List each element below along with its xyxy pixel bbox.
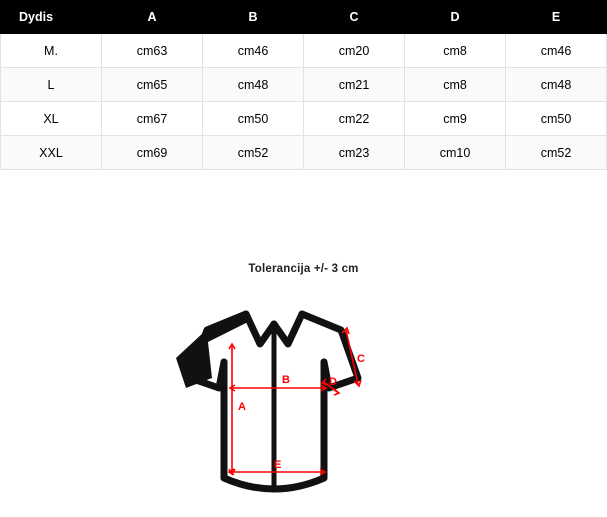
column-header-c: C bbox=[304, 1, 405, 34]
cell-e: cm50 bbox=[506, 102, 607, 136]
cell-d: cm8 bbox=[405, 34, 506, 68]
measurement-lines bbox=[229, 328, 361, 475]
cell-size: XXL bbox=[1, 136, 102, 170]
shirt-diagram-svg bbox=[174, 300, 434, 515]
table-header-row bbox=[1, 1, 607, 34]
cell-e: cm46 bbox=[506, 34, 607, 68]
label-c: C bbox=[356, 353, 365, 365]
cell-a: cm63 bbox=[102, 34, 203, 68]
tolerance-note: Tolerancija +/- 3 cm bbox=[248, 263, 359, 275]
cell-b: cm50 bbox=[203, 102, 304, 136]
cell-d: cm8 bbox=[405, 68, 506, 102]
column-header-b: B bbox=[203, 1, 304, 34]
measurement-labels bbox=[238, 353, 365, 471]
table-row bbox=[1, 136, 607, 170]
cell-c: cm20 bbox=[304, 34, 405, 68]
cell-size: M. bbox=[1, 34, 102, 68]
cell-b: cm52 bbox=[203, 136, 304, 170]
cell-d: cm10 bbox=[405, 136, 506, 170]
cell-b: cm48 bbox=[203, 68, 304, 102]
cell-c: cm21 bbox=[304, 68, 405, 102]
cell-size: L bbox=[1, 68, 102, 102]
column-header-a: A bbox=[102, 1, 203, 34]
table-row bbox=[1, 68, 607, 102]
cell-e: cm52 bbox=[506, 136, 607, 170]
table-row bbox=[1, 34, 607, 68]
table-row bbox=[1, 102, 607, 136]
cell-b: cm46 bbox=[203, 34, 304, 68]
column-header-e: E bbox=[506, 1, 607, 34]
cell-e: cm48 bbox=[506, 68, 607, 102]
label-d: D bbox=[328, 376, 337, 388]
size-table-head bbox=[1, 1, 607, 34]
cell-c: cm23 bbox=[304, 136, 405, 170]
size-table-body bbox=[1, 34, 607, 170]
garment-measurement-diagram bbox=[0, 300, 607, 517]
label-b: B bbox=[281, 374, 290, 386]
label-e: E bbox=[273, 459, 281, 471]
cell-c: cm22 bbox=[304, 102, 405, 136]
label-a: A bbox=[237, 401, 246, 413]
cell-a: cm67 bbox=[102, 102, 203, 136]
cell-a: cm65 bbox=[102, 68, 203, 102]
cell-size: XL bbox=[1, 102, 102, 136]
cell-a: cm69 bbox=[102, 136, 203, 170]
column-header-d: D bbox=[405, 1, 506, 34]
column-header-dydis: Dydis bbox=[1, 1, 102, 34]
cell-d: cm9 bbox=[405, 102, 506, 136]
size-table bbox=[0, 0, 607, 170]
